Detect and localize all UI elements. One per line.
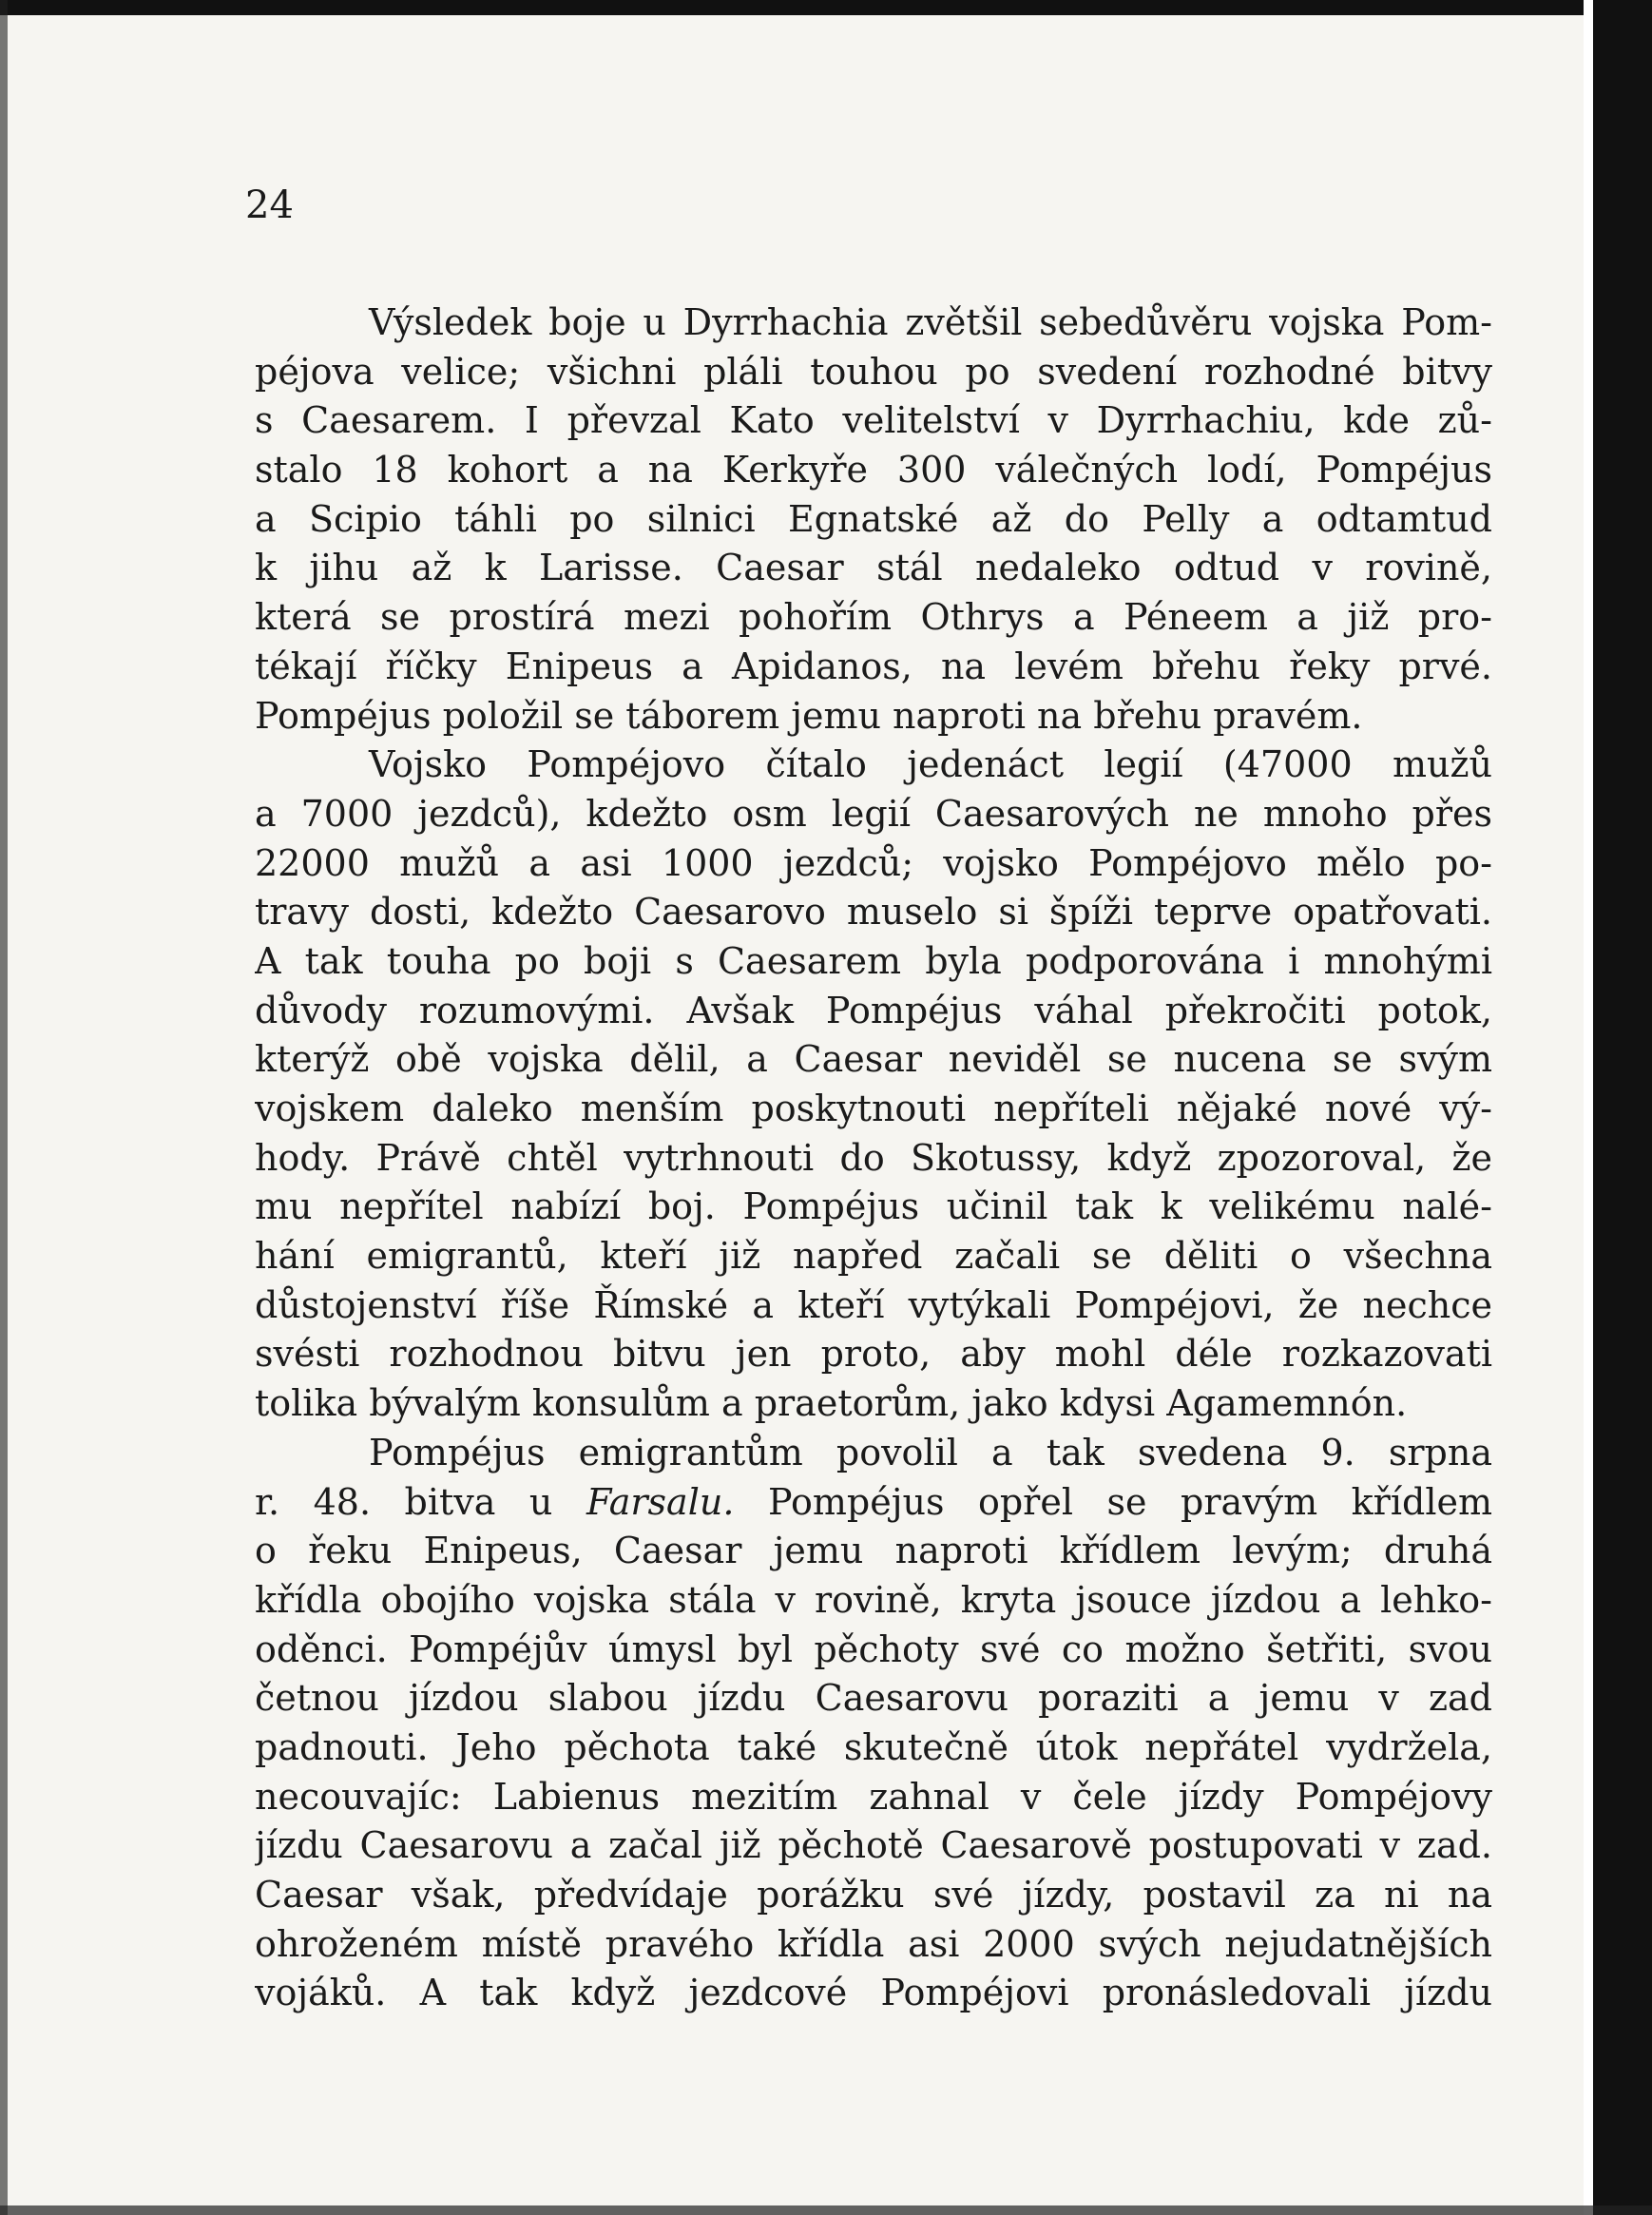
scan-edge-bottom (0, 2205, 1652, 2215)
text-line: která se prostírá mezi pohořím Othrys a Péneem a již pro- (255, 596, 1492, 639)
text-line: důvody rozumovými. Avšak Pompéjus váhal překročiti potok, (255, 989, 1492, 1031)
text-line: křídla obojího vojska stála v rovině, kryta jsouce jízdou a lehko- (255, 1578, 1492, 1621)
text-line: mu nepřítel nabízí boj. Pompéjus učinil tak k velikému nalé- (255, 1185, 1492, 1228)
text-line: vojáků. A tak když jezdcové Pompéjovi pronásledovali jízdu (255, 1972, 1492, 2014)
text-line: A tak touha po boji s Caesarem byla podporována i mnohými (255, 939, 1492, 982)
text-line: a 7000 jezdců), kdežto osm legií Caesarových ne mnoho přes (255, 792, 1492, 835)
text-line: necouvajíc: Labienus mezitím zahnal v čele jízdy Pompéjovy (255, 1775, 1492, 1818)
scan-edge-top (0, 0, 1652, 15)
text-line: Pompéjus emigrantům povolil a tak svedena 9. srpna (369, 1431, 1492, 1473)
text-line: 22000 mužů a asi 1000 jezdců; vojsko Pompéjovo mělo po- (255, 841, 1492, 884)
page-number: 24 (245, 183, 294, 227)
text-line: s Caesarem. I převzal Kato velitelství v Dyrrhachiu, kde zů- (255, 399, 1492, 442)
text-line: stalo 18 kohort a na Kerkyře 300 válečných lodí, Pompéjus (255, 449, 1492, 491)
text-line: kterýž obě vojska dělil, a Caesar neviděl se nucena se svým (255, 1038, 1492, 1081)
text-line: vojskem daleko menším poskytnouti nepříteli nějaké nové vý- (255, 1088, 1492, 1129)
text-line: četnou jízdou slabou jízdu Caesarovu poraziti a jemu v zad (255, 1677, 1492, 1720)
text-line: travy dosti, kdežto Caesarovo muselo si špíži teprve opatřovati. (255, 891, 1492, 934)
text-line: tékají říčky Enipeus a Apidanos, na levém břehu řeky prvé. (255, 645, 1492, 687)
text-line: oděnci. Pompéjův úmysl byl pěchoty své co možno šetřiti, svou (255, 1628, 1492, 1670)
text-line: péjova velice; všichni pláli touhou po svedení rozhodné bitvy (255, 350, 1492, 393)
text-line: Vojsko Pompéjovo čítalo jedenáct legií (47000 mužů (369, 743, 1492, 786)
scan-edge-left (0, 0, 8, 2215)
body-text (255, 299, 1492, 2018)
text-run: r. 48. bitva u (255, 1480, 586, 1523)
text-line: důstojenství říše Římské a kteří vytýkali Pompéjovi, že nechce (255, 1283, 1492, 1326)
italic-place-name: Farsalu. (586, 1480, 735, 1523)
scan-edge-right (1593, 0, 1652, 2215)
text-line: jízdu Caesarovu a začal již pěchotě Caesarově postupovati v zad. (255, 1824, 1492, 1867)
text-line: Caesar však, předvídaje porážku své jízdy, postavil za ni na (255, 1874, 1492, 1916)
text-line: ohroženém místě pravého křídla asi 2000 svých nejudatnějších (255, 1922, 1492, 1965)
text-line: svésti rozhodnou bitvu jen proto, aby mohl déle rozkazovati (255, 1333, 1492, 1376)
text-line: Výsledek boje u Dyrrhachia zvětšil sebedůvěru vojska Pom- (369, 301, 1492, 343)
text-run: Pompéjus opřel se pravým křídlem (734, 1480, 1492, 1523)
text-line (255, 1478, 1492, 1528)
text-line: a Scipio táhli po silnici Egnatské až do Pelly a odtamtud (255, 497, 1492, 540)
text-line: k jihu až k Larisse. Caesar stál nedaleko odtud v rovině, (255, 547, 1492, 589)
text-line: hání emigrantů, kteří již napřed začali se děliti o všechna (255, 1235, 1492, 1278)
scan-edge-right-gap (1584, 0, 1593, 2215)
text-line: hody. Právě chtěl vytrhnouti do Skotussy, když zpozoroval, že (255, 1136, 1492, 1179)
text-line: padnouti. Jeho pěchota také skutečně útok nepřátel vydržela, (255, 1725, 1492, 1768)
text-line: Pompéjus položil se táborem jemu naproti na břehu pravém. (255, 694, 1363, 737)
text-line: tolika bývalým konsulům a praetorům, jako kdysi Agamemnón. (255, 1382, 1408, 1425)
text-line: o řeku Enipeus, Caesar jemu naproti křídlem levým; druhá (255, 1530, 1492, 1572)
